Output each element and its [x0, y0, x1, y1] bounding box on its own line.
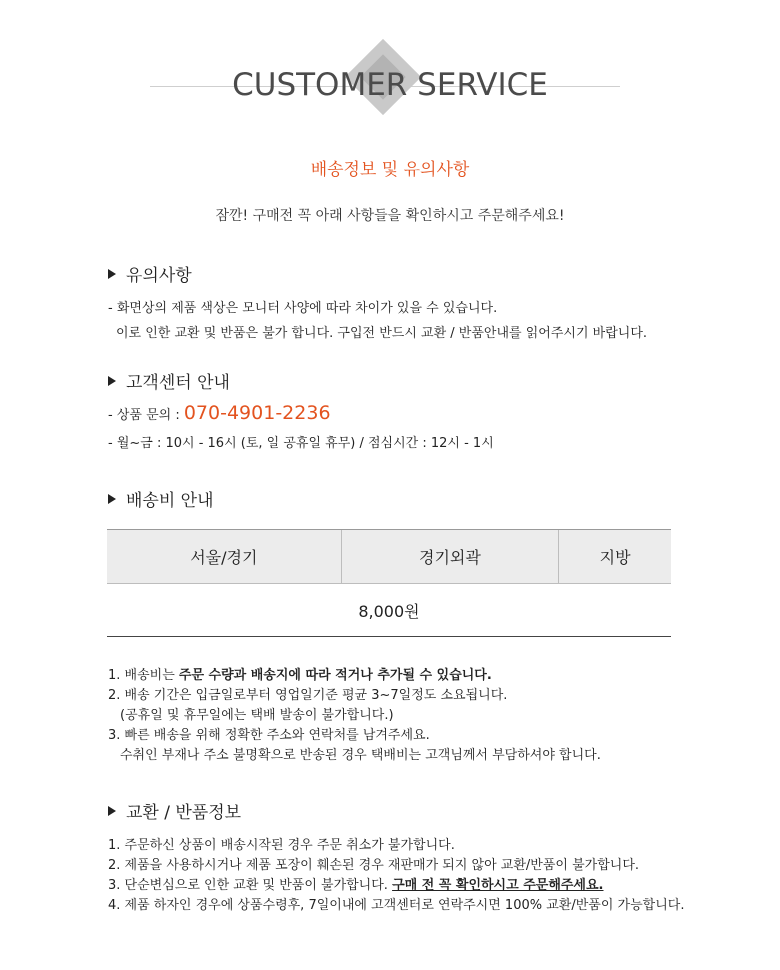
shipping-note-2: 2. 배송 기간은 입금일로부터 영업일기준 평균 3~7일정도 소요됩니다. [108, 688, 508, 703]
caution-heading-label: 유의사항 [126, 266, 192, 286]
shipping-notes [108, 666, 601, 766]
triangle-bullet-icon [108, 269, 116, 279]
shipping-note-3: 3. 빠른 배송을 위해 정확한 주소와 연락처를 남겨주세요. [108, 728, 430, 743]
shipping-fee-value: 8,000원 [107, 584, 671, 637]
triangle-bullet-icon [108, 494, 116, 504]
column-header-regional: 지방 [559, 530, 671, 584]
exchange-note-3-emphasis: 구매 전 꼭 확인하시고 주문해주세요. [392, 878, 604, 893]
exchange-heading [108, 798, 241, 823]
exchange-note-3-text: 3. 단순변심으로 인한 교환 및 반품이 불가합니다. [108, 878, 393, 893]
shipping-note-1-text: 1. 배송비는 [108, 668, 179, 683]
caution-heading [108, 261, 192, 286]
section-subtitle: 배송정보 및 유의사항 [310, 160, 470, 180]
exchange-heading-label: 교환 / 반품정보 [126, 803, 242, 823]
shipping-heading-label: 배송비 안내 [126, 491, 214, 511]
cs-phone-label: - 상품 문의 : [108, 408, 180, 423]
shipping-note-1 [108, 666, 601, 686]
exchange-notes [108, 836, 684, 916]
header [0, 40, 780, 130]
triangle-bullet-icon [108, 376, 116, 386]
page-title: CUSTOMER SERVICE [232, 67, 548, 103]
shipping-heading [108, 486, 214, 511]
caution-line-2: 이로 인한 교환 및 반품은 불가 합니다. 구입전 반드시 교환 / 반품안내를 읽어주시기 바랍니다. [116, 326, 648, 341]
column-header-seoul: 서울/경기 [107, 530, 341, 584]
cs-phone-row [108, 402, 331, 424]
table-header-row [107, 530, 671, 584]
table-row [107, 584, 671, 637]
cs-heading-label: 고객센터 안내 [126, 373, 230, 393]
shipping-fee-table [107, 529, 671, 637]
shipping-note-2b: (공휴일 및 휴무일에는 택배 발송이 불가합니다.) [120, 708, 394, 723]
exchange-note-4: 4. 제품 하자인 경우에 상품수령후, 7일이내에 고객센터로 연락주시면 100% 교환/반품이 가능합니다. [108, 898, 685, 913]
cs-hours: - 월~금 : 10시 - 16시 (토, 일 공휴일 휴무) / 점심시간 : 12시 - 1시 [108, 436, 494, 451]
notice-text: 잠깐! 구매전 꼭 아래 사항들을 확인하시고 주문해주세요! [215, 208, 565, 224]
cs-heading [108, 368, 230, 393]
triangle-bullet-icon [108, 806, 116, 816]
cs-phone-number[interactable]: 070-4901-2236 [183, 402, 331, 424]
exchange-note-1: 1. 주문하신 상품이 배송시작된 경우 주문 취소가 불가합니다. [108, 838, 455, 853]
column-header-outskirts: 경기외곽 [341, 530, 559, 584]
exchange-note-2: 2. 제품을 사용하시거나 제품 포장이 훼손된 경우 재판매가 되지 않아 교환/반품이 불가합니다. [108, 858, 640, 873]
exchange-note-3 [108, 876, 684, 896]
caution-line-1: - 화면상의 제품 색상은 모니터 사양에 따라 차이가 있을 수 있습니다. [108, 301, 498, 316]
shipping-note-3b: 수취인 부재나 주소 불명확으로 반송된 경우 택배비는 고객님께서 부담하셔야 합니다. [120, 748, 601, 763]
shipping-note-1-bold: 주문 수량과 배송지에 따라 적거나 추가될 수 있습니다. [178, 668, 492, 683]
